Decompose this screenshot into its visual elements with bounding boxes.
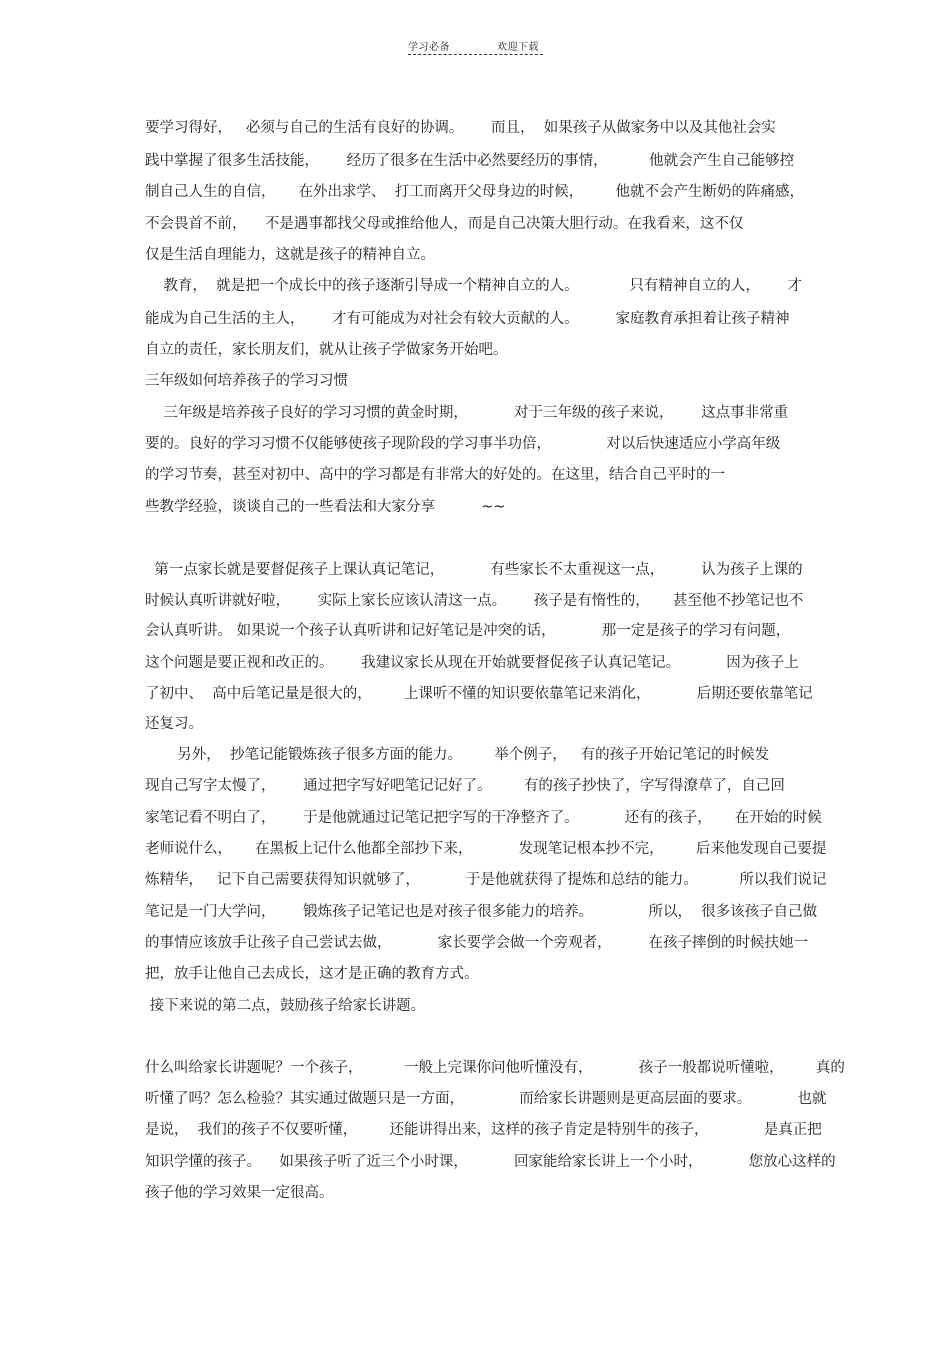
text-line: 孩子他的学习效果一定很高。 [145, 1185, 334, 1201]
text-line: 老师说什么， 在黑板上记什么他都全部抄下来， 发现笔记根本抄不完， 后来他发现自己要提 [145, 841, 827, 857]
text-line: 的学习节奏，甚至对初中、高中的学习都是有非常大的好处的。在这里，结合自己平时的一 [145, 467, 725, 483]
text-line: 会认真听讲。 如果说一个孩子认真听讲和记好笔记是冲突的话， 那一定是孩子的学习有问题， [145, 623, 791, 639]
text-line: 这个问题是要正视和改正的。 我建议家长从现在开始就要督促孩子认真记笔记。 因为孩子上 [145, 655, 799, 671]
text-line: 要学习得好， 必须与自己的生活有良好的协调。 而且， 如果孩子从做家务中以及其他社会实 [145, 120, 776, 136]
text-line: 是说， 我们的孩子不仅要听懂， 还能讲得出来，这样的孩子肯定是特别牛的孩子， 是真正把 [145, 1122, 822, 1138]
text-line: 制自己人生的自信， 在外出求学、 打工而离开父母身边的时候， 他就不会产生断奶的阵痛感， [145, 184, 805, 200]
text-line: 把，放手让他自己去成长，这才是正确的教育方式。 [145, 966, 479, 982]
section-heading: 三年级如何培养孩子的学习习惯 [145, 373, 348, 389]
text-line: 炼精华， 记下自己需要获得知识就够了， 于是他就获得了提炼和总结的能力。 所以我们说记 [145, 872, 827, 888]
text-line: 要的。良好的学习习惯不仅能够使孩子现阶段的学习事半功倍， 对以后快速适应小学高年级 [145, 436, 781, 452]
text-line: 践中掌握了很多生活技能， 经历了很多在生活中必然要经历的事情， 他就会产生自己能够控 [145, 153, 795, 169]
header-divider [408, 54, 543, 55]
text-line: 家笔记看不明白了， 于是他就通过记笔记把字写的干净整齐了。 还有的孩子， 在开始的时候 [145, 810, 822, 826]
text-line: 仅是生活自理能力，这就是孩子的精神自立。 [145, 247, 435, 263]
text-line: 不会畏首不前， 不是遇事都找父母或推给他人，而是自己决策大胆行动。在我看来，这不仅 [145, 216, 744, 232]
text-line: 教育， 就是把一个成长中的孩子逐渐引导成一个精神自立的人。 只有精神自立的人， 才 [145, 278, 803, 294]
text-line: 笔记是一门大学问， 锻炼孩子记笔记也是对孩子很多能力的培养。 所以， 很多该孩子自己做 [145, 904, 818, 920]
text-line: 现自己写字太慢了， 通过把字写好吧笔记记好了。 有的孩子抄快了，字写得潦草了，自己回 [145, 778, 785, 794]
header-right-text: 欢迎下载 [497, 42, 539, 53]
text-line: 三年级是培养孩子良好的学习习惯的黄金时期， 对于三年级的孩子来说， 这点事非常重 [145, 405, 789, 421]
page-header [0, 38, 950, 58]
text-line: 接下来说的第二点，鼓励孩子给家长讲题。 [145, 998, 426, 1014]
text-line: 第一点家长就是要督促孩子上课认真记笔记， 有些家长不太重视这一点， 认为孩子上课的 [145, 562, 803, 578]
text-line: 还复习。 [145, 716, 203, 732]
text-line: 些教学经验，谈谈自己的一些看法和大家分享 ~~ [145, 499, 506, 515]
text-line: 知识学懂的孩子。 如果孩子听了近三个小时课， 回家能给家长讲上一个小时， 您放心这样的 [145, 1154, 836, 1170]
text-line: 听懂了吗？怎么检验？其实通过做题只是一方面， 而给家长讲题则是更高层面的要求。 也就 [145, 1091, 827, 1107]
header-left-text: 学习必备 [408, 42, 450, 53]
text-line: 另外， 抄笔记能锻炼孩子很多方面的能力。 举个例子， 有的孩子开始记笔记的时候发 [145, 747, 770, 763]
text-line: 自立的责任，家长朋友们，就从让孩子学做家务开始吧。 [145, 342, 508, 358]
text-line: 了初中、 高中后笔记量是很大的， 上课听不懂的知识要依靠笔记来消化， 后期还要依靠笔记 [145, 686, 813, 702]
text-line: 时候认真听讲就好啦， 实际上家长应该认清这一点。 孩子是有惰性的， 甚至他不抄笔记也不 [145, 593, 804, 609]
text-line: 的事情应该放手让孩子自己尝试去做， 家长要学会做一个旁观者， 在孩子摔倒的时候扶她一 [145, 935, 808, 951]
text-line: 能成为自己生活的主人， 才有可能成为对社会有较大贡献的人。 家庭教育承担着让孩子精神 [145, 311, 790, 327]
text-line: 什么叫给家长讲题呢？一个孩子， 一般上完课你问他听懂没有， 孩子一般都说听懂啦， 真的 [145, 1060, 845, 1076]
